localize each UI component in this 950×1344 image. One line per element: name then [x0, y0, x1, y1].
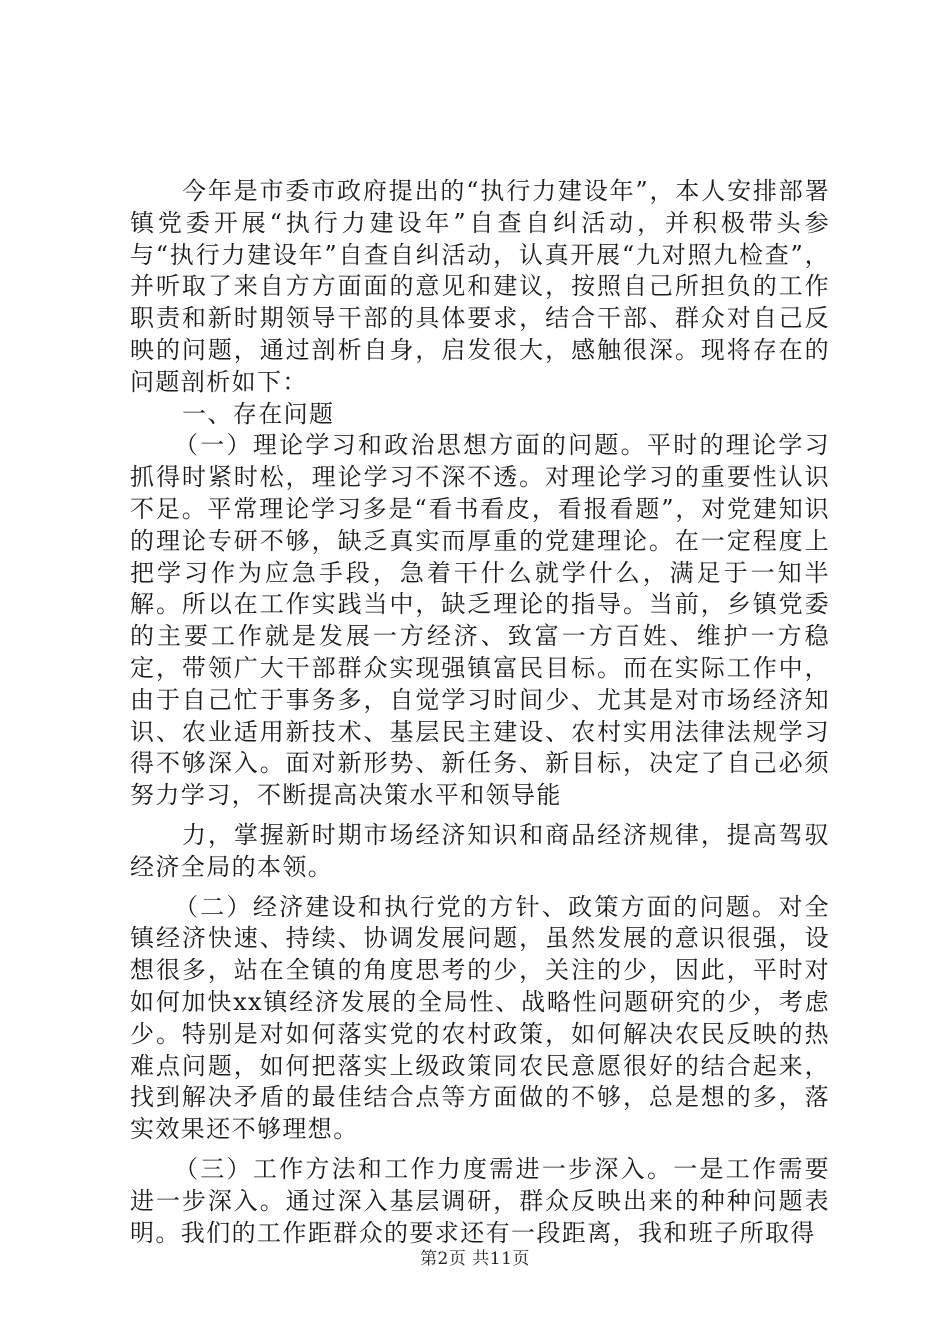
section-heading-problems: 一、存在问题	[182, 399, 335, 428]
paragraph-economic-policy: （二）经济建设和执行党的方针、政策方面的问题。对全镇经济快速、持续、协调发展问题，虽然发展的意识很强，设想很多，站在全镇的角度思考的少，关注的少，因此，平时对如何加快xx镇经济发展的全局性、战略性问题研究的少，考虑少。特别是对如何落实党的农村政策，如何解决农民反映的热难点问题，如何把落实上级政策同农民意愿很好的结合起来，找到解决矛盾的最佳结合点等方面做的不够，总是想的多，落实效果还不够理想。	[130, 892, 830, 1144]
paragraph-theory-study: （一）理论学习和政治思想方面的问题。平时的理论学习抓得时紧时松，理论学习不深不透。对理论学习的重要性认识不足。平常理论学习多是“看书看皮，看报看题”，对党建知识的理论专研不够，缺乏真实而厚重的党建理论。在一定程度上把学习作为应急手段，急着干什么就学什么，满足于一知半解。所以在工作实践当中，缺乏理论的指导。当前，乡镇党委的主要工作就是发展一方经济、致富一方百姓、维护一方稳定，带领广大干部群众实现强镇富民目标。而在实际工作中，由于自己忙于事务多，自觉学习时间少、尤其是对市场经济知识、农业适用新技术、基层民主建设、农村实用法律法规学习得不够深入。面对新形势、新任务、新目标，决定了自己必须努力学习，不断提高决策水平和领导能	[130, 431, 830, 810]
paragraph-theory-study-continued: 力，掌握新时期市场经济知识和商品经济规律，提高驾驭经济全局的本领。	[130, 820, 830, 881]
page-number-footer: 第2页 共11页	[420, 1249, 530, 1269]
paragraph-intro: 今年是市委市政府提出的“执行力建设年”，本人安排部署镇党委开展“执行力建设年”自查自纠活动，并积极带头参与“执行力建设年”自查自纠活动，认真开展“九对照九检查”，并听取了来自方方面面的意见和建议，按照自己所担负的工作职责和新时期领导干部的具体要求，结合干部、群众对自己反映的问题，通过剖析自身，启发很大，感触很深。现将存在的问题剖析如下：	[130, 177, 830, 396]
paragraph-work-methods: （三）工作方法和工作力度需进一步深入。一是工作需要进一步深入。通过深入基层调研，群众反映出来的种种问题表明。我们的工作距群众的要求还有一段距离，我和班子所取得	[130, 1154, 830, 1247]
document-body	[130, 176, 830, 1249]
